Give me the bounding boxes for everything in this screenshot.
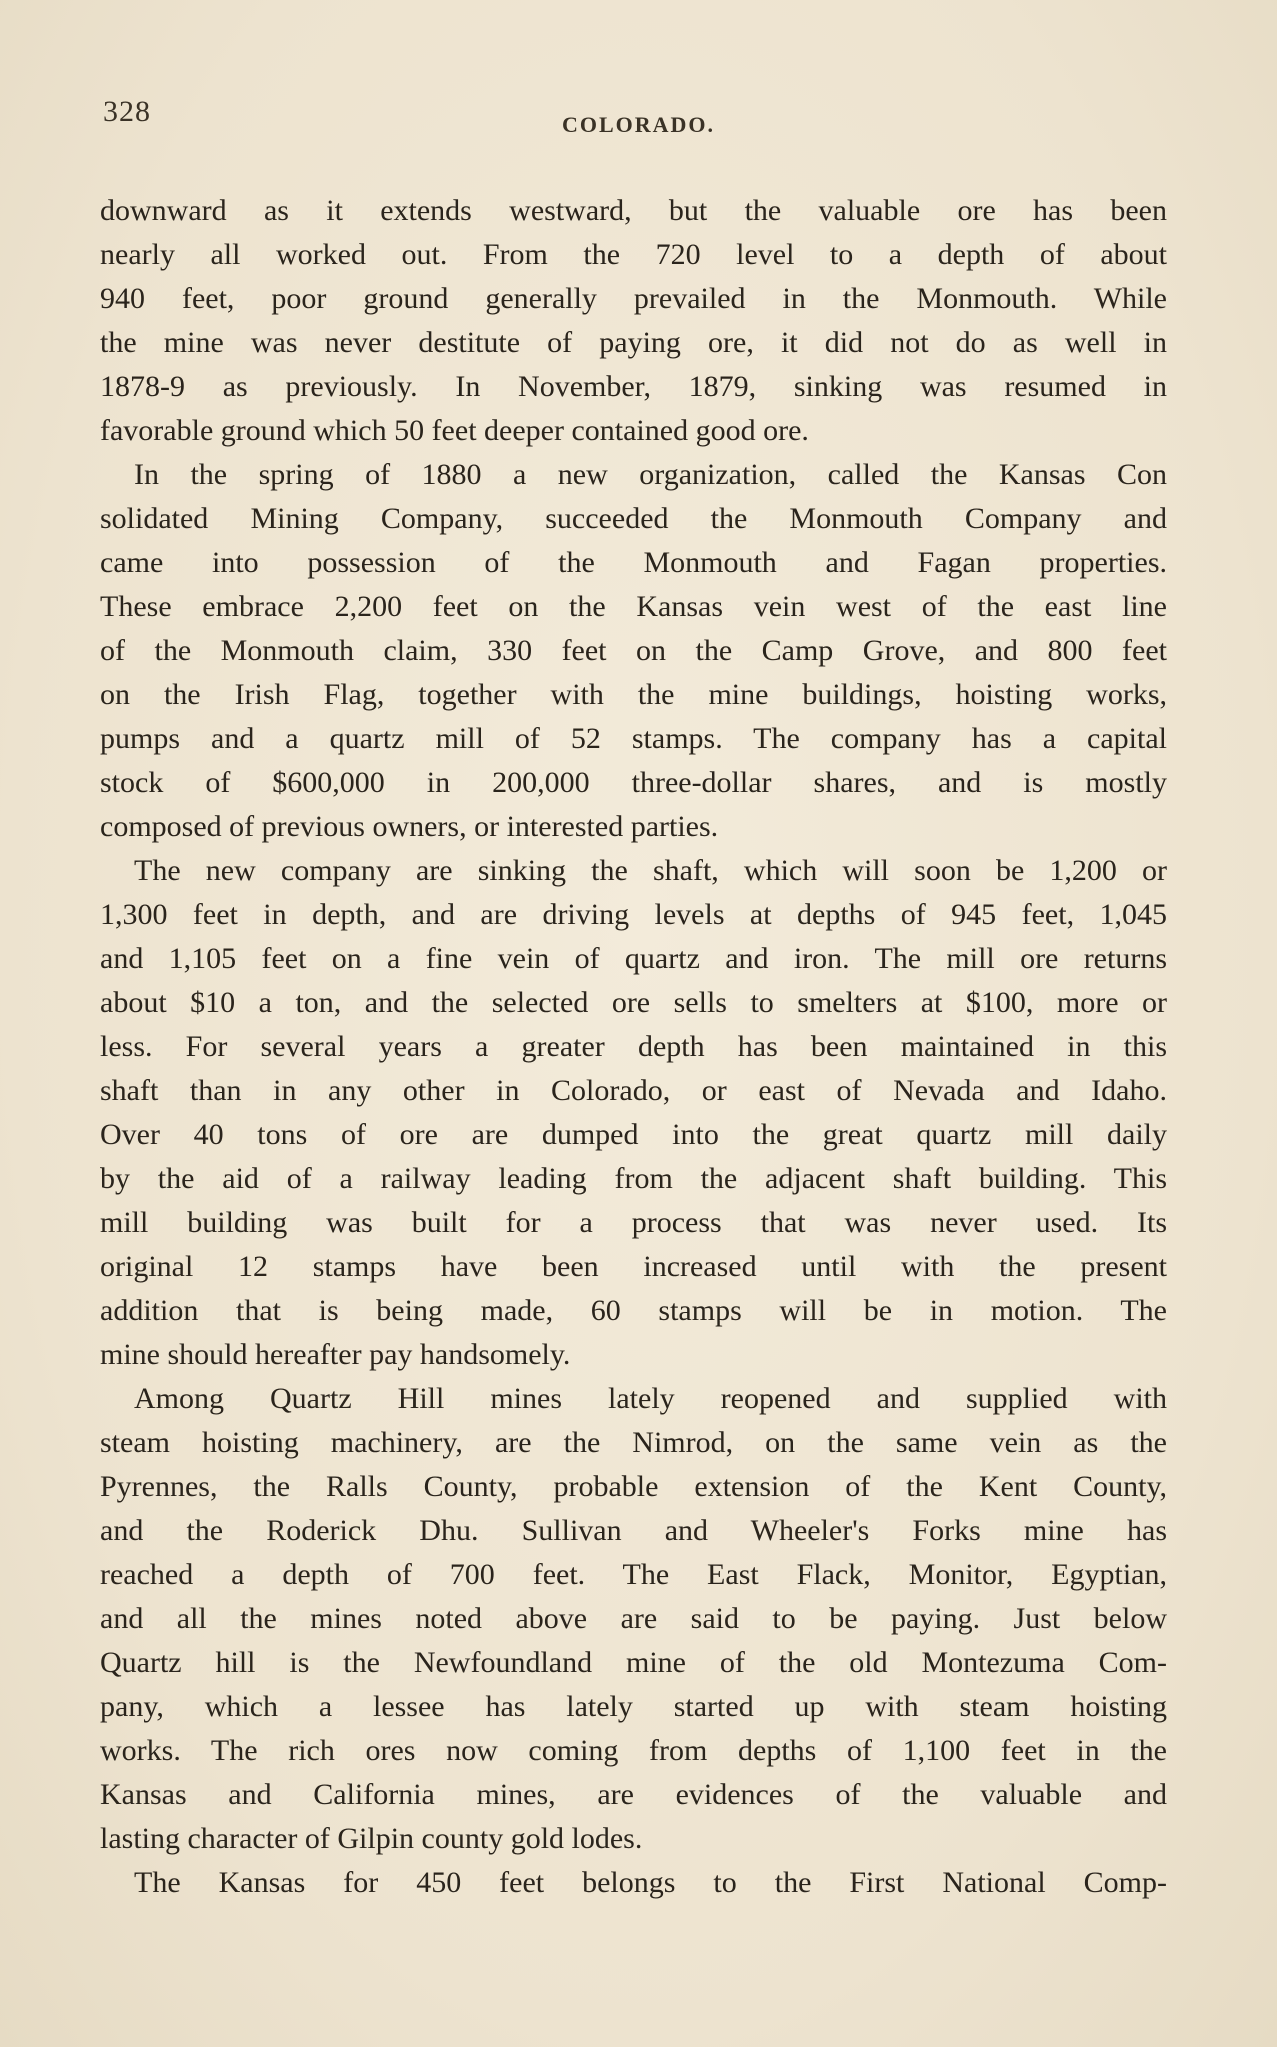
text-line: and all the mines noted above are said to be paying. Just below — [100, 1602, 1167, 1635]
text-line: Over 40 tons of ore are dumped into the great quartz mill daily — [100, 1118, 1167, 1151]
text-line: mill building was built for a process that was never used. Its — [100, 1206, 1167, 1239]
text-line: shaft than in any other in Colorado, or east of Nevada and Idaho. — [100, 1074, 1167, 1107]
text-line: 940 feet, poor ground generally prevailed in the Monmouth. While — [100, 282, 1167, 315]
text-line: steam hoisting machinery, are the Nimrod, on the same vein as the — [100, 1426, 1167, 1459]
text-line: Among Quartz Hill mines lately reopened and supplied with — [134, 1382, 1167, 1415]
text-line: lasting character of Gilpin county gold lodes. — [100, 1822, 643, 1855]
text-line: The Kansas for 450 feet belongs to the First National Comp- — [134, 1866, 1167, 1899]
text-line: reached a depth of 700 feet. The East Flack, Monitor, Egyptian, — [100, 1558, 1167, 1591]
text-line: Quartz hill is the Newfoundland mine of the old Montezuma Com- — [100, 1646, 1167, 1679]
text-line: mine should hereafter pay handsomely. — [100, 1338, 571, 1371]
text-line: pany, which a lessee has lately started up with steam hoisting — [100, 1690, 1167, 1723]
text-line: pumps and a quartz mill of 52 stamps. The company has a capital — [100, 722, 1167, 755]
text-line: downward as it extends westward, but the valuable ore has been — [100, 194, 1167, 227]
text-line: works. The rich ores now coming from depths of 1,100 feet in the — [100, 1734, 1167, 1767]
text-line: nearly all worked out. From the 720 level to a depth of about — [100, 238, 1167, 271]
text-line: composed of previous owners, or interested parties. — [100, 810, 719, 843]
text-line: and 1,105 feet on a fine vein of quartz and iron. The mill ore returns — [100, 942, 1167, 975]
text-line: less. For several years a greater depth has been maintained in this — [100, 1030, 1167, 1063]
text-line: 1,300 feet in depth, and are driving levels at depths of 945 feet, 1,045 — [100, 898, 1167, 931]
text-line: came into possession of the Monmouth and Fagan properties. — [100, 546, 1167, 579]
text-line: about $10 a ton, and the selected ore sells to smelters at $100, more or — [100, 986, 1167, 1019]
text-line: 1878-9 as previously. In November, 1879, sinking was resumed in — [100, 370, 1167, 403]
page-number: 328 — [103, 95, 151, 128]
text-line: original 12 stamps have been increased until with the present — [100, 1250, 1167, 1283]
text-line: In the spring of 1880 a new organization, called the Kansas Con — [134, 458, 1167, 491]
text-line: by the aid of a railway leading from the adjacent shaft building. This — [100, 1162, 1167, 1195]
running-head: COLORADO. — [561, 112, 716, 137]
text-line: on the Irish Flag, together with the mine buildings, hoisting works, — [100, 678, 1167, 711]
text-line: and the Roderick Dhu. Sullivan and Wheeler's Forks mine has — [100, 1514, 1167, 1547]
text-line: solidated Mining Company, succeeded the Monmouth Company and — [100, 502, 1167, 535]
text-line: stock of $600,000 in 200,000 three-dollar shares, and is mostly — [100, 766, 1167, 799]
text-line: The new company are sinking the shaft, which will soon be 1,200 or — [134, 854, 1167, 887]
text-line: addition that is being made, 60 stamps will be in motion. The — [100, 1294, 1167, 1327]
body-text — [100, 189, 1167, 1905]
text-line: These embrace 2,200 feet on the Kansas vein west of the east line — [100, 590, 1167, 623]
text-line: of the Monmouth claim, 330 feet on the Camp Grove, and 800 feet — [100, 634, 1167, 667]
text-line: Kansas and California mines, are evidences of the valuable and — [100, 1778, 1167, 1811]
text-line: the mine was never destitute of paying ore, it did not do as well in — [100, 326, 1167, 359]
text-line: favorable ground which 50 feet deeper contained good ore. — [100, 414, 809, 447]
text-line: Pyrennes, the Ralls County, probable extension of the Kent County, — [100, 1470, 1167, 1503]
